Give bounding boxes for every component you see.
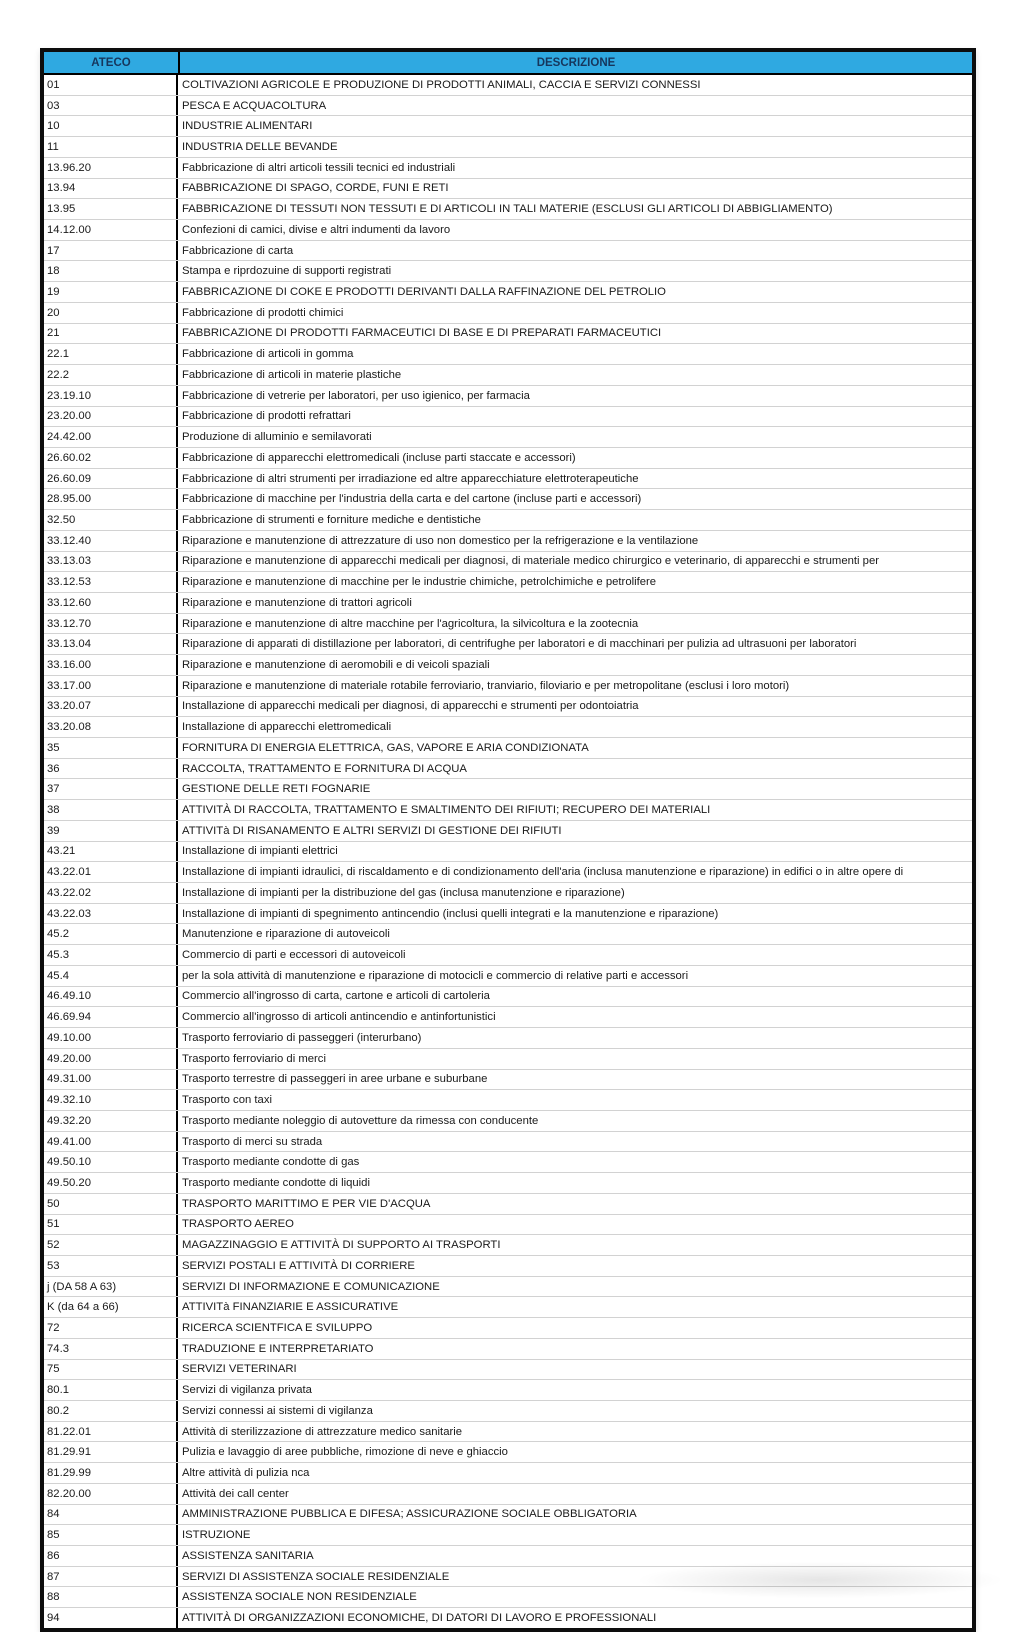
- table-row: [44, 1027, 972, 1048]
- descrizione-cell: SERVIZI DI INFORMAZIONE E COMUNICAZIONE: [182, 1280, 440, 1293]
- descrizione-cell: Produzione di alluminio e semilavorati: [182, 431, 372, 444]
- table-row: [44, 488, 972, 509]
- ateco-cell: 43.22.03: [44, 904, 178, 924]
- ateco-cell: 36: [44, 759, 178, 779]
- descrizione-cell: FABBRICAZIONE DI PRODOTTI FARMACEUTICI DI BASE E DI PREPARATI FARMACEUTICI: [182, 327, 662, 340]
- descrizione-cell: INDUSTRIA DELLE BEVANDE: [182, 141, 338, 154]
- descrizione-cell: Confezioni di camici, divise e altri indumenti da lavoro: [182, 223, 451, 236]
- table-row: [44, 1462, 972, 1483]
- descrizione-cell: RACCOLTA, TRATTAMENTO E FORNITURA DI ACQUA: [182, 762, 467, 775]
- table-row: [44, 675, 972, 696]
- ateco-cell: 10: [44, 116, 178, 136]
- descrizione-cell: PESCA E ACQUACOLTURA: [182, 99, 327, 112]
- ateco-cell: 49.41.00: [44, 1132, 178, 1152]
- descrizione-cell: Installazione di impianti di spegnimento antincendio (inclusi quelli integrati e la manutenzione e riparazione): [182, 907, 719, 920]
- ateco-cell: 43.22.02: [44, 883, 178, 903]
- table-row: [44, 633, 972, 654]
- ateco-cell: 33.12.40: [44, 531, 178, 551]
- table-row: [44, 965, 972, 986]
- descrizione-cell: Trasporto mediante condotte di liquidi: [182, 1176, 370, 1189]
- descrizione-cell: Trasporto ferroviario di passeggeri (interurbano): [182, 1031, 422, 1044]
- descrizione-cell: ATTIVITà FINANZIARIE E ASSICURATIVE: [182, 1301, 399, 1314]
- table-row: [44, 1524, 972, 1545]
- ateco-cell: 49.50.20: [44, 1173, 178, 1193]
- descrizione-cell: FABBRICAZIONE DI TESSUTI NON TESSUTI E DI ARTICOLI IN TALI MATERIE (ESCLUSI GLI ARTICOLI DI ABBIGLIAMENTO): [182, 203, 833, 216]
- table-row: [44, 1255, 972, 1276]
- descrizione-cell: SERVIZI VETERINARI: [182, 1363, 297, 1376]
- table-row: [44, 841, 972, 862]
- table-row: [44, 281, 972, 302]
- ateco-cell: 28.95.00: [44, 489, 178, 509]
- descrizione-cell: MAGAZZINAGGIO E ATTIVITÀ DI SUPPORTO AI TRASPORTI: [182, 1239, 501, 1252]
- table-row: [44, 1006, 972, 1027]
- table-row: [44, 1131, 972, 1152]
- table-row: [44, 571, 972, 592]
- descrizione-cell: COLTIVAZIONI AGRICOLE E PRODUZIONE DI PRODOTTI ANIMALI, CACCIA E SERVIZI CONNESSI: [182, 78, 701, 91]
- table-row: [44, 1400, 972, 1421]
- descrizione-cell: Commercio all'ingrosso di articoli antincendio e antinfortunistici: [182, 1011, 496, 1024]
- ateco-cell: 13.94: [44, 179, 178, 199]
- header-descrizione: DESCRIZIONE: [536, 56, 616, 69]
- descrizione-cell: AMMINISTRAZIONE PUBBLICA E DIFESA; ASSICURAZIONE SOCIALE OBBLIGATORIA: [182, 1508, 637, 1521]
- header-ateco: ATECO: [44, 52, 180, 73]
- descrizione-cell: Altre attività di pulizia nca: [182, 1467, 310, 1480]
- table-row: [44, 1441, 972, 1462]
- descrizione-cell: ASSISTENZA SOCIALE NON RESIDENZIALE: [182, 1591, 417, 1604]
- ateco-cell: 21: [44, 324, 178, 344]
- descrizione-cell: per la sola attività di manutenzione e riparazione di motocicli e commercio di relative parti e accessori: [182, 969, 689, 982]
- descrizione-cell: Fabbricazione di vetrerie per laboratori, per uso igienico, per farmacia: [182, 389, 530, 402]
- descrizione-cell: Trasporto ferroviario di merci: [182, 1052, 326, 1065]
- table-row: [44, 986, 972, 1007]
- table-row: [44, 778, 972, 799]
- descrizione-cell: Trasporto mediante noleggio di autovetture da rimessa con conducente: [182, 1114, 539, 1127]
- descrizione-cell: Commercio di parti e eccessori di autoveicoli: [182, 949, 406, 962]
- ateco-cell: 45.2: [44, 924, 178, 944]
- table-row: [44, 799, 972, 820]
- descrizione-cell: Riparazione e manutenzione di apparecchi medicali per diagnosi, di materiale medico chirurgico e veterinario, di apparecchi e strumenti per: [182, 555, 880, 568]
- ateco-cell: 50: [44, 1194, 178, 1214]
- table-row: [44, 1359, 972, 1380]
- ateco-cell: 23.19.10: [44, 386, 178, 406]
- table-row: [44, 364, 972, 385]
- ateco-cell: 49.32.20: [44, 1111, 178, 1131]
- ateco-cell: 52: [44, 1235, 178, 1255]
- descrizione-cell: Fabbricazione di altri articoli tessili tecnici ed industriali: [182, 161, 456, 174]
- table-row: [44, 115, 972, 136]
- table-row: [44, 1379, 972, 1400]
- table-row: [44, 75, 972, 95]
- ateco-cell: 49.50.10: [44, 1152, 178, 1172]
- table-row: [44, 1317, 972, 1338]
- descrizione-cell: Fabbricazione di articoli in gomma: [182, 348, 354, 361]
- table-row: [44, 696, 972, 717]
- ateco-cell: j (DA 58 A 63): [44, 1277, 178, 1297]
- descrizione-cell: Manutenzione e riparazione di autoveicoli: [182, 928, 390, 941]
- ateco-cell: 22.2: [44, 365, 178, 385]
- descrizione-cell: Fabbricazione di altri strumenti per irradiazione ed altre apparecchiature elettroterapeutiche: [182, 472, 639, 485]
- descrizione-cell: Installazione di impianti per la distribuzione del gas (inclusa manutenzione e riparazione): [182, 886, 625, 899]
- ateco-cell: 35: [44, 738, 178, 758]
- table-row: [44, 136, 972, 157]
- table-row: [44, 758, 972, 779]
- ateco-cell: 46.49.10: [44, 987, 178, 1007]
- ateco-cell: 49.20.00: [44, 1049, 178, 1069]
- descrizione-cell: Servizi connessi ai sistemi di vigilanza: [182, 1404, 373, 1417]
- ateco-cell: 26.60.02: [44, 448, 178, 468]
- table-row: [44, 260, 972, 281]
- descrizione-cell: Installazione di impianti elettrici: [182, 845, 338, 858]
- table-row: [44, 1607, 972, 1628]
- descrizione-cell: ATTIVITà DI RISANAMENTO E ALTRI SERVIZI DI GESTIONE DEI RIFIUTI: [182, 824, 562, 837]
- table-row: [44, 1504, 972, 1525]
- ateco-cell: 33.12.53: [44, 572, 178, 592]
- descrizione-cell: Fabbricazione di strumenti e forniture mediche e dentistiche: [182, 513, 481, 526]
- ateco-cell: 33.12.70: [44, 614, 178, 634]
- descrizione-cell: Commercio all'ingrosso di carta, cartone e articoli di cartoleria: [182, 990, 490, 1003]
- descrizione-cell: Trasporto con taxi: [182, 1094, 272, 1107]
- descrizione-cell: Riparazione e manutenzione di trattori agricoli: [182, 596, 412, 609]
- ateco-cell: 33.20.08: [44, 717, 178, 737]
- ateco-cell: 26.60.09: [44, 469, 178, 489]
- descrizione-cell: Riparazione e manutenzione di macchine per le industrie chimiche, petrolchimiche e petrolifere: [182, 576, 657, 589]
- descrizione-cell: Trasporto di merci su strada: [182, 1135, 323, 1148]
- descrizione-cell: TRASPORTO MARITTIMO E PER VIE D'ACQUA: [182, 1197, 431, 1210]
- ateco-cell: 72: [44, 1318, 178, 1338]
- ateco-cell: 80.2: [44, 1401, 178, 1421]
- descrizione-cell: Installazione di apparecchi elettromedicali: [182, 721, 392, 734]
- ateco-cell: 85: [44, 1525, 178, 1545]
- ateco-cell: 03: [44, 96, 178, 116]
- ateco-cell: 49.32.10: [44, 1090, 178, 1110]
- ateco-cell: 46.69.94: [44, 1007, 178, 1027]
- descrizione-cell: SERVIZI DI ASSISTENZA SOCIALE RESIDENZIALE: [182, 1570, 450, 1583]
- ateco-cell: 19: [44, 282, 178, 302]
- ateco-cell: K (da 64 a 66): [44, 1297, 178, 1317]
- descrizione-cell: Fabbricazione di prodotti refrattari: [182, 410, 351, 423]
- table-row: [44, 737, 972, 758]
- descrizione-cell: Pulizia e lavaggio di aree pubbliche, rimozione di neve e ghiaccio: [182, 1446, 508, 1459]
- ateco-cell: 22.1: [44, 344, 178, 364]
- descrizione-cell: Servizi di vigilanza privata: [182, 1384, 312, 1397]
- table-row: [44, 323, 972, 344]
- ateco-cell: 82.20.00: [44, 1484, 178, 1504]
- table-row: [44, 923, 972, 944]
- table-row: [44, 861, 972, 882]
- descrizione-cell: Fabbricazione di prodotti chimici: [182, 306, 344, 319]
- table-row: [44, 530, 972, 551]
- ateco-cell: 13.95: [44, 199, 178, 219]
- descrizione-cell: ASSISTENZA SANITARIA: [182, 1549, 314, 1562]
- table-body: [44, 75, 972, 1628]
- ateco-cell: 33.17.00: [44, 676, 178, 696]
- table-row: [44, 1214, 972, 1235]
- table-row: [44, 157, 972, 178]
- ateco-cell: 94: [44, 1608, 178, 1628]
- table-row: [44, 468, 972, 489]
- ateco-cell: 33.20.07: [44, 697, 178, 717]
- table-row: [44, 95, 972, 116]
- table-row: [44, 219, 972, 240]
- ateco-cell: 84: [44, 1505, 178, 1525]
- table-row: [44, 1276, 972, 1297]
- descrizione-cell: Installazione di apparecchi medicali per diagnosi, di apparecchi e strumenti per odontoiatria: [182, 700, 639, 713]
- table-row: [44, 592, 972, 613]
- ateco-cell: 33.16.00: [44, 655, 178, 675]
- ateco-cell: 49.10.00: [44, 1028, 178, 1048]
- table-row: [44, 716, 972, 737]
- descrizione-cell: Riparazione e manutenzione di altre macchine per l'agricoltura, la silvicoltura e la zootecnia: [182, 617, 639, 630]
- table-row: [44, 944, 972, 965]
- table-row: [44, 882, 972, 903]
- descrizione-cell: FABBRICAZIONE DI COKE E PRODOTTI DERIVANTI DALLA RAFFINAZIONE DEL PETROLIO: [182, 286, 666, 299]
- ateco-cell: 43.22.01: [44, 862, 178, 882]
- table-row: [44, 1151, 972, 1172]
- descrizione-cell: Stampa e riprdozuine di supporti registrati: [182, 265, 392, 278]
- table-row: [44, 1048, 972, 1069]
- ateco-cell: 11: [44, 137, 178, 157]
- descrizione-cell: FORNITURA DI ENERGIA ELETTRICA, GAS, VAPORE E ARIA CONDIZIONATA: [182, 741, 589, 754]
- ateco-cell: 49.31.00: [44, 1070, 178, 1090]
- table-row: [44, 820, 972, 841]
- table-row: [44, 613, 972, 634]
- ateco-cell: 33.13.04: [44, 634, 178, 654]
- ateco-cell: 33.13.03: [44, 552, 178, 572]
- descrizione-cell: Fabbricazione di carta: [182, 244, 294, 257]
- ateco-cell: 32.50: [44, 510, 178, 530]
- ateco-cell: 45.4: [44, 966, 178, 986]
- table-row: [44, 1421, 972, 1442]
- ateco-cell: 38: [44, 800, 178, 820]
- table-row: [44, 654, 972, 675]
- descrizione-cell: RICERCA SCIENTFICA E SVILUPPO: [182, 1321, 373, 1334]
- descrizione-cell: Riparazione di apparati di distillazione per laboratori, di centrifughe per laboratori e di macchinari per pulizia ad ultrasuoni per laboratori: [182, 638, 857, 651]
- table-header-row: [44, 52, 972, 75]
- descrizione-cell: Installazione di impianti idraulici, di riscaldamento e di condizionamento dell'aria (inclusa manutenzione e riparazione) in edifici o in altre opere di: [182, 866, 904, 879]
- ateco-cell: 88: [44, 1587, 178, 1607]
- table-row: [44, 1483, 972, 1504]
- descrizione-cell: INDUSTRIE ALIMENTARI: [182, 120, 313, 133]
- table-row: [44, 1110, 972, 1131]
- table-row: [44, 1089, 972, 1110]
- descrizione-cell: Fabbricazione di articoli in materie plastiche: [182, 368, 402, 381]
- descrizione-cell: Riparazione e manutenzione di aeromobili e di veicoli spaziali: [182, 658, 490, 671]
- ateco-table: [40, 48, 976, 1632]
- table-row: [44, 1545, 972, 1566]
- descrizione-cell: Trasporto mediante condotte di gas: [182, 1156, 360, 1169]
- descrizione-cell: Attività di sterilizzazione di attrezzature medico sanitarie: [182, 1425, 463, 1438]
- ateco-cell: 23.20.00: [44, 407, 178, 427]
- ateco-cell: 81.29.91: [44, 1442, 178, 1462]
- table-row: [44, 343, 972, 364]
- descrizione-cell: Trasporto terrestre di passeggeri in aree urbane e suburbane: [182, 1073, 488, 1086]
- ateco-cell: 75: [44, 1360, 178, 1380]
- ateco-cell: 81.29.99: [44, 1463, 178, 1483]
- ateco-cell: 17: [44, 241, 178, 261]
- table-row: [44, 1234, 972, 1255]
- ateco-cell: 18: [44, 261, 178, 281]
- table-row: [44, 1193, 972, 1214]
- descrizione-cell: ATTIVITÀ DI ORGANIZZAZIONI ECONOMICHE, DI DATORI DI LAVORO E PROFESSIONALI: [182, 1612, 657, 1625]
- table-row: [44, 1069, 972, 1090]
- table-row: [44, 509, 972, 530]
- ateco-cell: 43.21: [44, 842, 178, 862]
- descrizione-cell: ISTRUZIONE: [182, 1529, 251, 1542]
- table-row: [44, 198, 972, 219]
- descrizione-cell: Fabbricazione di apparecchi elettromedicali (incluse parti staccate e accessori): [182, 451, 576, 464]
- descrizione-cell: Riparazione e manutenzione di materiale rotabile ferroviario, tranviario, filoviario e per metropolitane (esclusi i loro motori): [182, 679, 790, 692]
- table-row: [44, 551, 972, 572]
- ateco-cell: 86: [44, 1546, 178, 1566]
- table-row: [44, 178, 972, 199]
- ateco-cell: 81.22.01: [44, 1422, 178, 1442]
- ateco-cell: 51: [44, 1215, 178, 1235]
- ateco-cell: 87: [44, 1567, 178, 1587]
- table-row: [44, 1338, 972, 1359]
- table-row: [44, 426, 972, 447]
- ateco-cell: 20: [44, 303, 178, 323]
- table-row: [44, 1586, 972, 1607]
- table-row: [44, 302, 972, 323]
- descrizione-cell: Riparazione e manutenzione di attrezzature di uso non domestico per la refrigerazione e la ventilazione: [182, 534, 699, 547]
- ateco-cell: 14.12.00: [44, 220, 178, 240]
- table-row: [44, 1172, 972, 1193]
- descrizione-cell: FABBRICAZIONE DI SPAGO, CORDE, FUNI E RETI: [182, 182, 449, 195]
- descrizione-cell: Attività dei call center: [182, 1487, 289, 1500]
- table-row: [44, 240, 972, 261]
- descrizione-cell: ATTIVITÀ DI RACCOLTA, TRATTAMENTO E SMALTIMENTO DEI RIFIUTI; RECUPERO DEI MATERIALI: [182, 804, 711, 817]
- ateco-cell: 39: [44, 821, 178, 841]
- table-row: [44, 447, 972, 468]
- ateco-cell: 53: [44, 1256, 178, 1276]
- descrizione-cell: TRASPORTO AEREO: [182, 1218, 294, 1231]
- table-row: [44, 1566, 972, 1587]
- ateco-cell: 24.42.00: [44, 427, 178, 447]
- ateco-cell: 45.3: [44, 945, 178, 965]
- descrizione-cell: Fabbricazione di macchine per l'industria della carta e del cartone (incluse parti e accessori): [182, 493, 642, 506]
- ateco-cell: 80.1: [44, 1380, 178, 1400]
- ateco-cell: 37: [44, 779, 178, 799]
- descrizione-cell: TRADUZIONE E INTERPRETARIATO: [182, 1342, 374, 1355]
- ateco-cell: 13.96.20: [44, 158, 178, 178]
- table-row: [44, 903, 972, 924]
- ateco-cell: 74.3: [44, 1339, 178, 1359]
- table-row: [44, 406, 972, 427]
- ateco-cell: 01: [44, 75, 178, 95]
- descrizione-cell: SERVIZI POSTALI E ATTIVITÀ DI CORRIERE: [182, 1259, 415, 1272]
- descrizione-cell: GESTIONE DELLE RETI FOGNARIE: [182, 783, 371, 796]
- ateco-cell: 33.12.60: [44, 593, 178, 613]
- table-row: [44, 1296, 972, 1317]
- table-row: [44, 385, 972, 406]
